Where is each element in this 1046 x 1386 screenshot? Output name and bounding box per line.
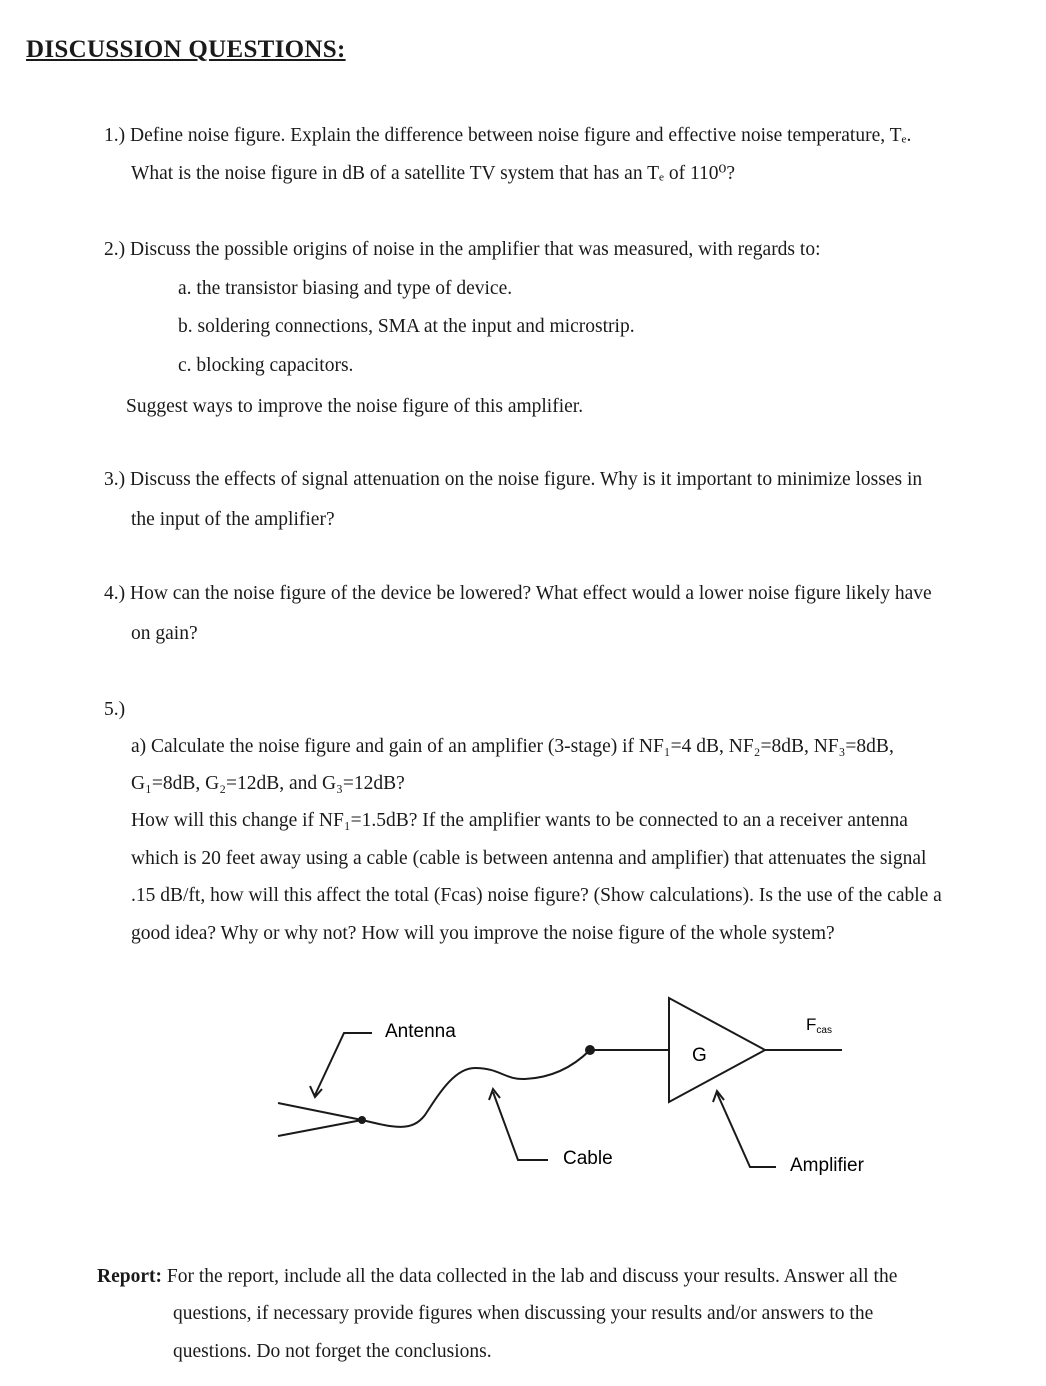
q3-line-2: the input of the amplifier?	[131, 509, 335, 530]
q2-suggest: Suggest ways to improve the noise figure of this amplifier.	[126, 396, 584, 417]
antenna-feed-point	[358, 1116, 366, 1124]
antenna-upper-arm	[278, 1103, 362, 1120]
q2-item-b: b. soldering connections, SMA at the input and microstrip.	[178, 316, 635, 337]
amplifier-label: Amplifier	[790, 1155, 864, 1176]
antenna-pointer-line	[315, 1033, 372, 1095]
page-heading: DISCUSSION QUESTIONS:	[26, 36, 346, 63]
q5-line-4: which is 20 feet away using a cable (cable is between antenna and amplifier) that attenuates the signal	[131, 848, 927, 869]
amplifier-pointer-line	[717, 1093, 776, 1167]
q2-item-c: c. blocking capacitors.	[178, 355, 354, 376]
q4-line-2: on gain?	[131, 623, 198, 644]
q5-line-5: .15 dB/ft, how will this affect the total (Fcas) noise figure? (Show calculations). Is the use of the cable a	[131, 885, 942, 906]
output-label	[806, 1015, 832, 1036]
amplifier-triangle	[669, 998, 765, 1102]
q2-item-a: a. the transistor biasing and type of device.	[178, 278, 513, 299]
report-line-3: questions. Do not forget the conclusions.	[173, 1341, 492, 1362]
cable-pointer-line	[493, 1092, 548, 1160]
q5-number: 5.)	[104, 699, 126, 720]
q3-line-1: 3.) Discuss the effects of signal attenuation on the noise figure. Why is it important to minimize losses in	[104, 469, 923, 490]
antenna-lower-arm	[278, 1120, 362, 1136]
q5-line-1: a) Calculate the noise figure and gain of an amplifier (3-stage) if NF₁=4 dB, NF₂=8dB, NF₃=8dB,	[131, 736, 894, 757]
q4-line-1: 4.) How can the noise figure of the device be lowered? What effect would a lower noise figure likely have	[104, 583, 932, 604]
q1-line-2: What is the noise figure in dB of a satellite TV system that has an Tₑ of 110⁰?	[131, 163, 736, 184]
report-line-1-text: For the report, include all the data collected in the lab and discuss your results. Answer all the	[161, 1266, 898, 1287]
report-label: Report:	[97, 1266, 162, 1287]
q1-line-1: 1.) Define noise figure. Explain the difference between noise figure and effective noise temperature, Tₑ.	[104, 125, 912, 146]
q2-line-1: 2.) Discuss the possible origins of noise in the amplifier that was measured, with regards to:	[104, 239, 821, 260]
output-label-subscript: cas	[816, 1025, 832, 1036]
cable-line	[362, 1050, 590, 1127]
report-line-2: questions, if necessary provide figures when discussing your results and/or answers to the	[173, 1303, 874, 1324]
q5-line-3: How will this change if NF₁=1.5dB? If the amplifier wants to be connected to an a receiver antenna	[131, 810, 908, 831]
antenna-label: Antenna	[385, 1021, 456, 1042]
q5-line-2: G₁=8dB, G₂=12dB, and G₃=12dB?	[131, 773, 405, 794]
gain-label: G	[692, 1045, 707, 1066]
report-line-1	[97, 1265, 897, 1289]
output-label-main: F	[806, 1015, 817, 1034]
cable-end-connector	[585, 1045, 595, 1055]
cable-label: Cable	[563, 1148, 613, 1169]
q5-line-6: good idea? Why or why not? How will you improve the noise figure of the whole system?	[131, 923, 835, 944]
